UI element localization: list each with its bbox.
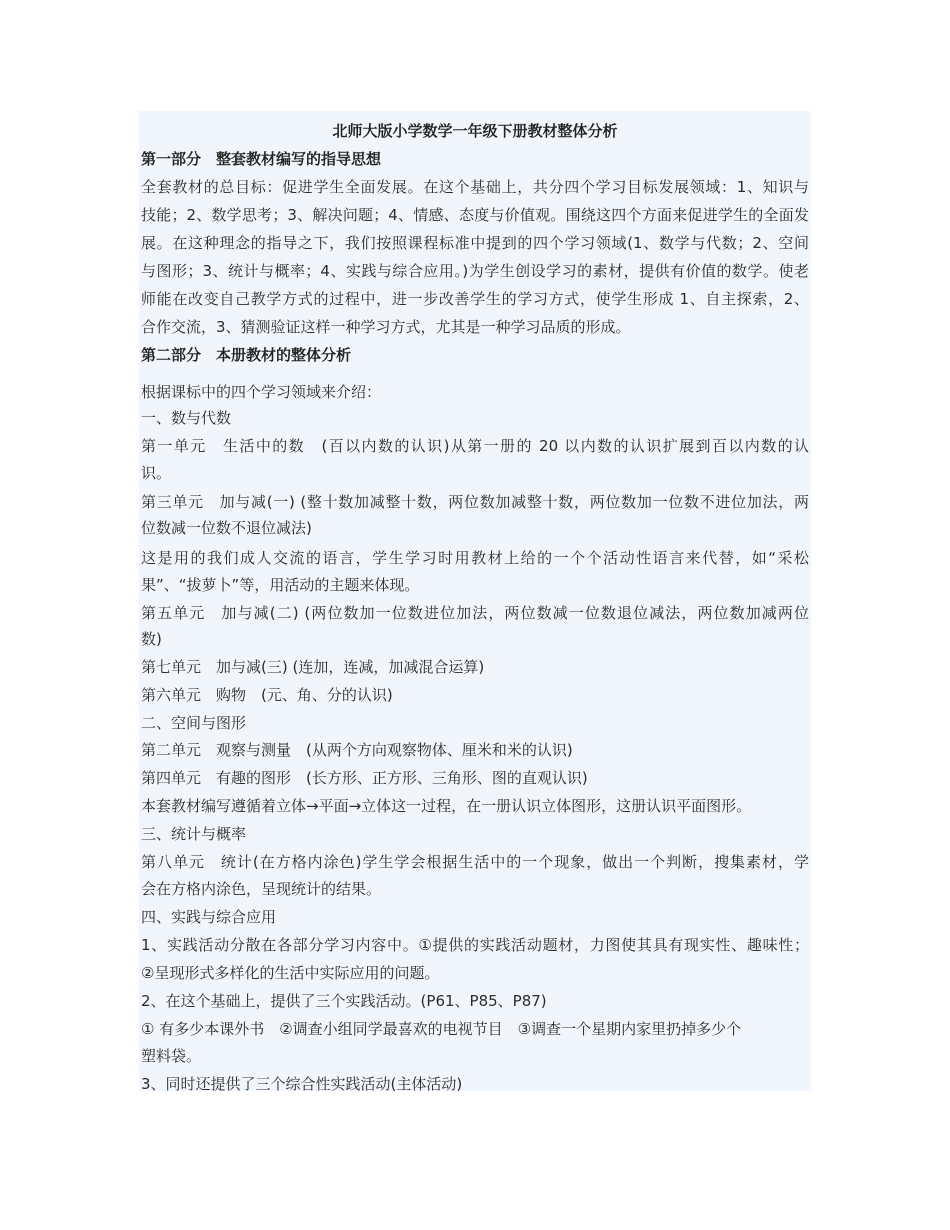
subsection-heading: 三、统计与概率 xyxy=(141,825,247,843)
paragraph-line: 第八单元 统计(在方格内涂色)学生学会根据生活中的一个现象，做出一个判断，搜集素材，学 xyxy=(141,853,809,871)
paragraph-line: 2、在这个基础上，提供了三个实践活动。(P61、P85、P87) xyxy=(141,992,547,1010)
section-heading-part-two: 第二部分 本册教材的整体分析 xyxy=(141,346,352,364)
paragraph-line: 数) xyxy=(141,630,162,648)
paragraph-line: 第二单元 观察与测量 (从两个方向观察物体、厘米和米的认识) xyxy=(141,741,573,759)
paragraph-line: 第五单元 加与减(二) (两位数加一位数进位加法，两位数减一位数退位减法，两位数加减两位 xyxy=(141,604,809,622)
paragraph-line: 第六单元 购物 (元、角、分的认识) xyxy=(141,686,393,704)
subsection-heading: 四、实践与综合应用 xyxy=(141,908,277,926)
paragraph-line: 全套教材的总目标：促进学生全面发展。在这个基础上，共分四个学习目标发展领域：1、知识与 xyxy=(141,178,809,196)
paragraph-line: 识。 xyxy=(141,464,172,482)
document-title: 北师大版小学数学一年级下册教材整体分析 xyxy=(332,122,618,140)
document-body xyxy=(139,111,811,1091)
paragraph-line: 第三单元 加与减(一) (整十数加减整十数，两位数加减整十数，两位数加一位数不进位加法，两 xyxy=(141,493,809,511)
subsection-heading: 一、数与代数 xyxy=(141,409,232,427)
paragraph-line: 技能；2、数学思考；3、解决问题；4、情感、态度与价值观。围绕这四个方面来促进学生的全面发 xyxy=(141,206,809,224)
paragraph-line: 塑料袋。 xyxy=(141,1047,202,1065)
section-heading-part-one: 第一部分 整套教材编写的指导思想 xyxy=(141,150,382,168)
paragraph-line: 位数减一位数不退位减法) xyxy=(141,519,312,537)
paragraph-line: 展。在这种理念的指导之下，我们按照课程标准中提到的四个学习领域(1、数学与代数；2、空间 xyxy=(141,234,809,252)
paragraph-line: 1、实践活动分散在各部分学习内容中。①提供的实践活动题材，力图使其具有现实性、趣味性； xyxy=(141,936,809,954)
paragraph-line: 3、同时还提供了三个综合性实践活动(主体活动) xyxy=(141,1075,463,1093)
paragraph-line: 根据课标中的四个学习领域来介绍： xyxy=(141,383,382,401)
paragraph-line: 第四单元 有趣的图形 (长方形、正方形、三角形、图的直观认识) xyxy=(141,769,588,787)
paragraph-line: 师能在改变自己教学方式的过程中，进一步改善学生的学习方式，使学生形成 1、自主探索，2、 xyxy=(141,290,809,308)
paragraph-line: 第一单元 生活中的数 (百以内数的认识)从第一册的 20 以内数的认识扩展到百以内数的认 xyxy=(141,437,809,455)
paragraph-line: 果”、“拔萝卜”等，用活动的主题来体现。 xyxy=(141,576,420,594)
paragraph-line: 这是用的我们成人交流的语言，学生学习时用教材上给的一个个活动性语言来代替，如“采松 xyxy=(141,549,809,567)
paragraph-line: ②呈现形式多样化的生活中实际应用的问题。 xyxy=(141,964,440,982)
paragraph-line: 本套教材编写遵循着立体→平面→立体这一过程，在一册认识立体图形，这册认识平面图形。 xyxy=(141,797,752,815)
paragraph-line: 与图形；3、统计与概率；4、实践与综合应用。)为学生创设学习的素材，提供有价值的数学。使老 xyxy=(141,262,809,280)
paragraph-line: 会在方格内涂色，呈现统计的结果。 xyxy=(141,880,382,898)
subsection-heading: 二、空间与图形 xyxy=(141,714,247,732)
paragraph-line: 第七单元 加与减(三) (连加，连减，加减混合运算) xyxy=(141,658,485,676)
paragraph-line: ① 有多少本课外书 ②调查小组同学最喜欢的电视节目 ③调查一个星期内家里扔掉多少个 xyxy=(141,1020,742,1038)
paragraph-line: 合作交流，3、猜测验证这样一种学习方式，尤其是一种学习品质的形成。 xyxy=(141,318,631,336)
